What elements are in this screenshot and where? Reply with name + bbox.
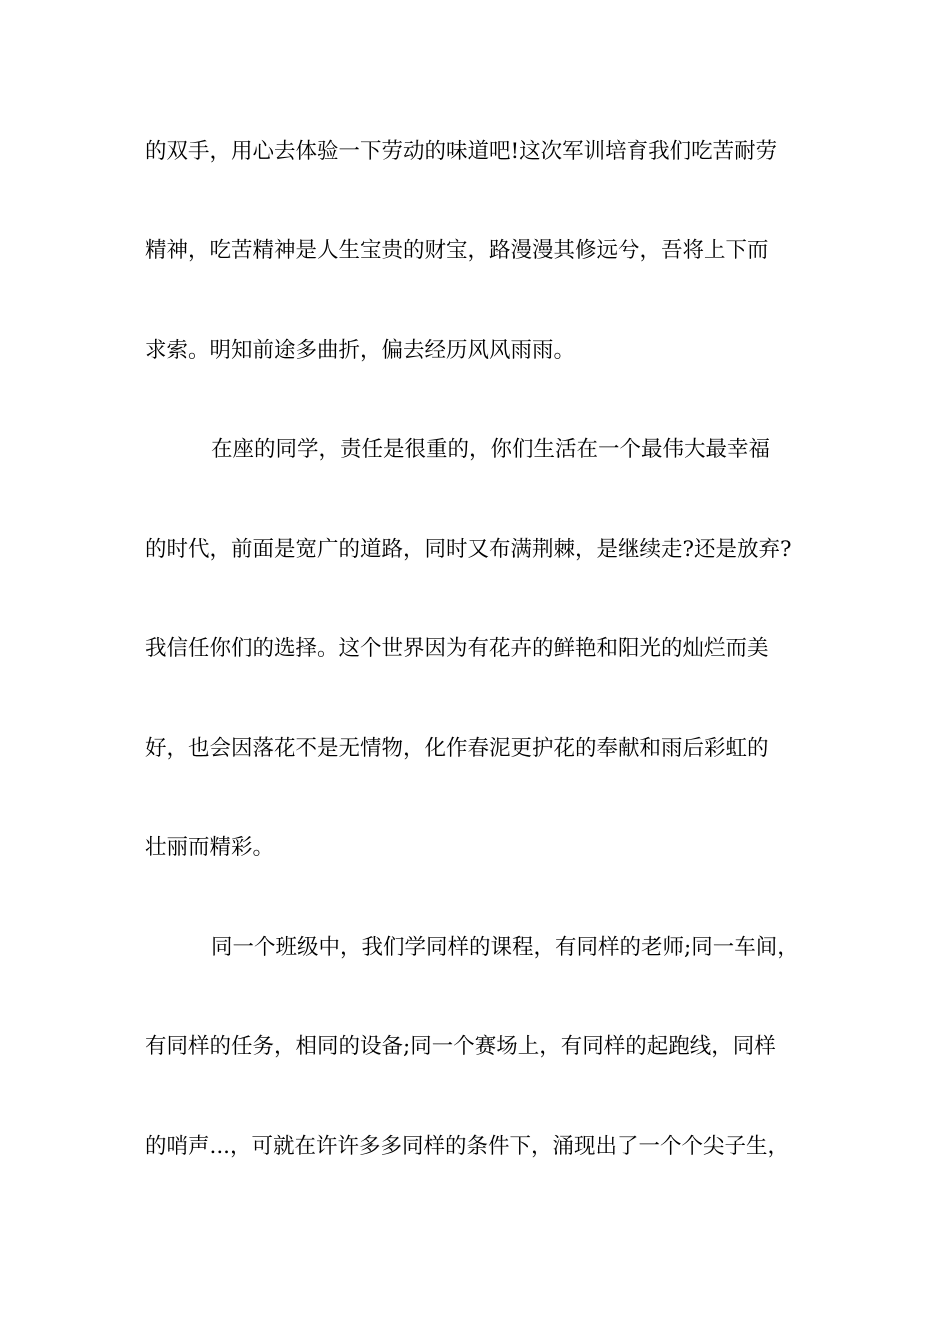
text-line: 的哨声...，可就在许许多多同样的条件下，涌现出了一个个尖子生，	[145, 1134, 790, 1159]
text-line: 我信任你们的选择。这个世界因为有花卉的鲜艳和阳光的灿烂而美	[145, 636, 769, 661]
paragraph-start-line: 同一个班级中，我们学同样的课程，有同样的老师;同一车间，	[211, 935, 799, 960]
text-line: 的时代，前面是宽广的道路，同时又布满荆棘，是继续走?还是放弃?	[145, 537, 792, 562]
text-line: 精神，吃苦精神是人生宝贵的财宝，路漫漫其修远兮，吾将上下而	[145, 238, 769, 263]
text-line: 好，也会因落花不是无情物，化作春泥更护花的奉献和雨后彩虹的	[145, 736, 769, 761]
text-line: 壮丽而精彩。	[145, 835, 275, 860]
text-line: 有同样的任务，相同的设备;同一个赛场上，有同样的起跑线，同样	[145, 1034, 776, 1059]
text-line: 的双手，用心去体验一下劳动的味道吧!这次军训培育我们吃苦耐劳	[145, 139, 778, 164]
text-line: 求索。明知前途多曲折，偏去经历风风雨雨。	[145, 338, 576, 363]
paragraph-start-line: 在座的同学，责任是很重的，你们生活在一个最伟大最幸福	[211, 437, 771, 462]
